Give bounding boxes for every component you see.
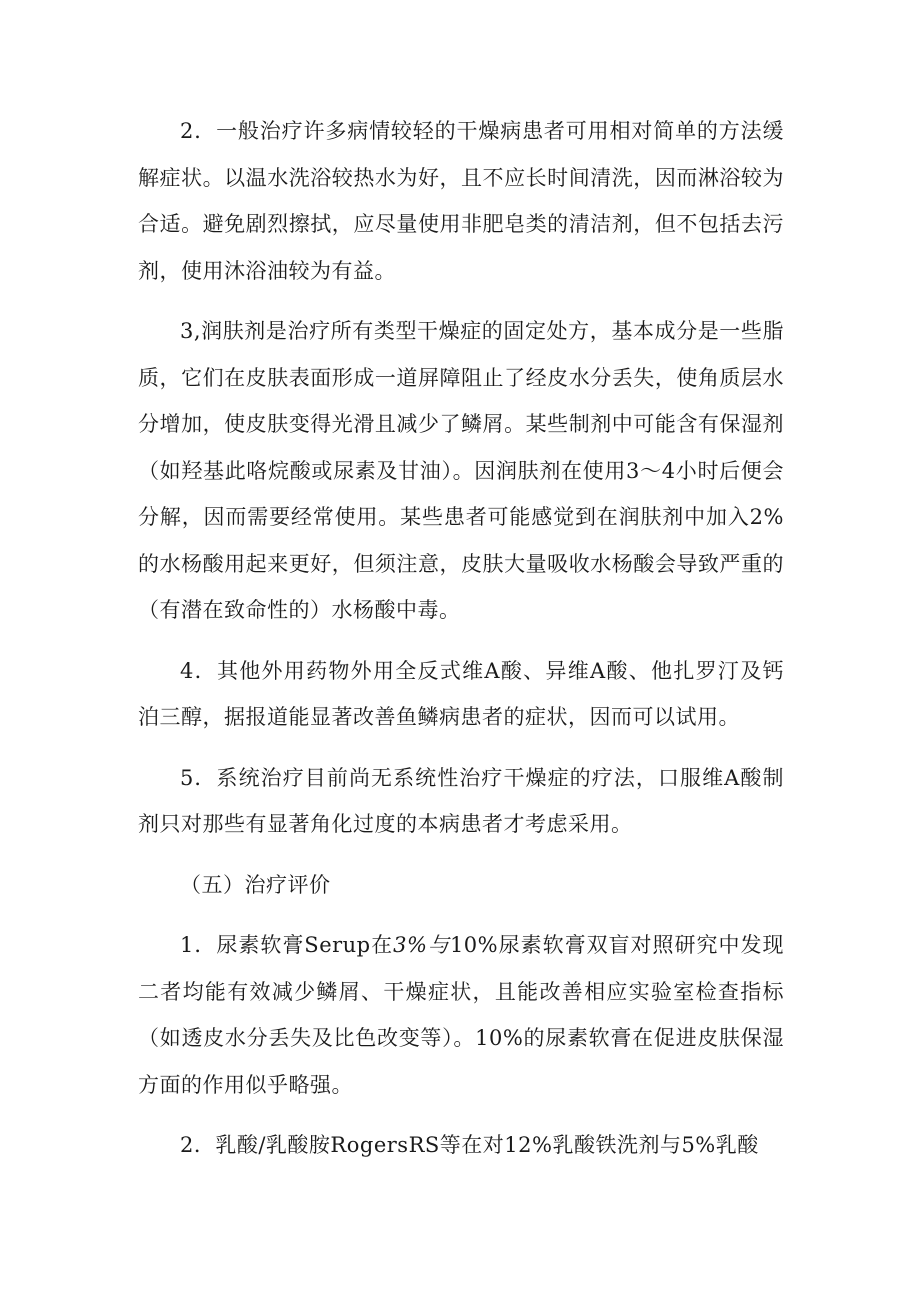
paragraph-lactic-acid: 2．乳酸/乳酸胺RogersRS等在对12%乳酸铁洗剂与5%乳酸 <box>180 1133 759 1157</box>
paragraph-urea-ointment <box>138 922 784 1108</box>
urea-text-part-3: 10%尿素软膏双盲对照研究中发现二者均能有效减少鳞屑、干燥症状，且能改善相应实验室检查指标（如透皮水分丢失及比色改变等）。10%的尿素软膏在促进皮肤保湿方面的作用似乎略强。 <box>138 933 784 1097</box>
urea-text-part-1: 1．尿素软膏Serup在 <box>180 933 394 957</box>
paragraph-emollients: 3,润肤剂是治疗所有类型干燥症的固定处方，基本成分是一些脂质，它们在皮肤表面形成一道屏障阻止了经皮水分丢失，使角质层水分增加，使皮肤变得光滑且减少了鳞屑。某些制剂中可能含有保湿剂（如羟基此咯烷酸或尿素及甘油）。因润肤剂在使用3～4小时后便会分解，因而需要经常使用。某些患者可能感觉到在润肤剂中加入2%的水杨酸用起来更好，但须注意，皮肤大量吸收水杨酸会导致严重的（有潜在致命性的）水杨酸中毒。 <box>138 319 784 622</box>
paragraph-general-treatment: 2．一般治疗许多病情较轻的干燥病患者可用相对简单的方法缓解症状。以温水洗浴较热水为好，且不应长时间清洗，因而淋浴较为合适。避免剧烈擦拭，应尽量使用非肥皂类的清洁剂，但不包括去污剂，使用沐浴油较为有益。 <box>138 119 784 283</box>
section-heading-treatment-evaluation: （五）治疗评价 <box>180 872 331 897</box>
document-page <box>138 108 784 1183</box>
paragraph-systemic-treatment: 5．系统治疗目前尚无系统性治疗干燥症的疗法，口服维A酸制剂只对那些有显著角化过度的本病患者才考虑采用。 <box>138 765 784 836</box>
urea-text-part-2: 3%与 <box>393 933 450 957</box>
paragraph-topical-drugs: 4．其他外用药物外用全反式维A酸、异维A酸、他扎罗汀及钙泊三醇，据报道能显著改善鱼鳞病患者的症状，因而可以试用。 <box>138 658 784 729</box>
